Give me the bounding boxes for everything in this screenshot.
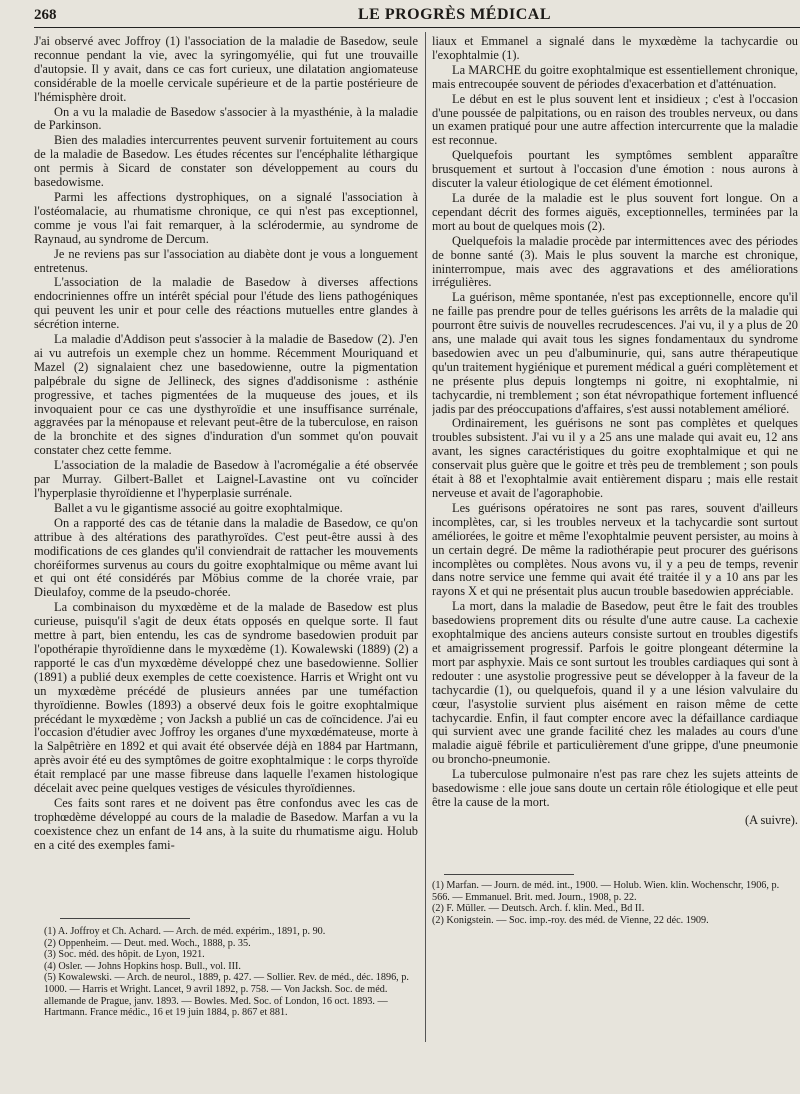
paragraph: Ces faits sont rares et ne doivent pas être confondus avec les cas de trophœdème développé au cours de la maladie de Basedow. Marfan a vu la coexistence chez un enfant de 14 ans, à la suite du rhumatisme aigu. Holub en a cité des exemples fami- — [34, 795, 418, 852]
paragraph: La guérison, même spontanée, n'est pas exceptionnelle, encore qu'il ne faille pas prendre pour de telles guérisons les arrêts de la maladie qui pourront être suivis de nouvelles recrudescences. J'ai vu, il y a plus de 20 ans, une malade qui avait tous les signes fondamentaux du syndrome basedowien avec un peu d'albuminurie, qui, sans autre thérapeutique qu'un traitement hygiénique et purement médical a guéri complètement et ne présente plus depuis longtemps ni goitre, ni exophtalmie, ni tachycardie, ni tremblement ; son état névropathique fortement influencé jadis par des préoccupations d'affaires, s'est aussi notablement amélioré. — [432, 290, 798, 416]
footnote: (1) A. Joffroy et Ch. Achard. — Arch. de méd. expérim., 1891, p. 90. — [44, 926, 326, 937]
paragraph: La combinaison du myxœdème et de la malade de Basedow est plus curieuse, puisqu'il s'agit de deux états opposés en quelque sorte. Il faut mettre à part, bien entendu, les cas de syndrome basedowien produit par l'opothérapie thyroïdienne dans le myxœdème (1). Kowalewski (1889) (2) a rapporté le cas d'un myxœdème développé chez une basedowienne. Sollier (1891) a publié deux exemples de cette coexistence. Harris et Wright ont vu un myxœdème précédé de plusieurs années par une tuméfaction thyroïdienne. Bowles (1893) a observé deux fois le goitre exophtalmique précédant le myxœdème ; von Jacksh a publié un cas de coïncidence. J'ai eu l'occasion d'étudier avec Joffroy les organes d'une myxœdémateuse, morte à la Salpêtrière en 1892 et qui avait été observée déjà en 1884 par Hartmann, après avoir été eu des symptômes de goitre exophtalmique : le corps thyroïde était remplacé par une masse fibreuse dans laquelle l'examen histologique décelait avec peine quelques vestiges de vésicules thyroïdiennes. — [34, 600, 418, 796]
footnote-rule-right — [444, 874, 574, 875]
footnote-rule-left — [60, 918, 190, 919]
footnote: (2) Oppenheim. — Deut. med. Woch., 1888, p. 35. — [44, 937, 251, 949]
paragraph: Quelquefois pourtant les symptômes semblent apparaître brusquement et surtout à l'occasion d'une émotion : nous aurons à discuter la valeur étiologique de cet élément émotionnel. — [432, 148, 798, 191]
column-divider — [425, 32, 426, 1042]
footnotes-left — [44, 926, 416, 1086]
footnotes-right — [432, 880, 798, 940]
left-column — [34, 35, 418, 915]
header-rule — [34, 27, 800, 28]
paragraph: La maladie d'Addison peut s'associer à la maladie de Basedow (2). J'en ai vu autrefois un exemple chez un homme. Récemment Mouriquand et Mazel (2) signalaient chez une basedowienne, outre la pigmentation palpébrale du signe de Jellineck, des signes d'addisonisme : asthénie progressive, et taches pigmentées de la muqueuse des joues, et ils invoquaient pour ce cas une dysthyroïdie et une insuffisance surrénale, aggravées par la ménopause et relevant peut-être de la tuberculose, en raison de la bronchite et des signes d'induration d'un sommet qu'on pouvait constater chez cette femme. — [34, 332, 418, 458]
to-be-continued: (A suivre). — [745, 812, 798, 827]
running-title: LE PROGRÈS MÉDICAL — [358, 6, 552, 23]
paragraph: La MARCHE du goitre exophtalmique est essentiellement chronique, mais entrecoupée souvent de périodes d'exacerbation et d'atténuation. — [432, 62, 798, 91]
paragraph: Les guérisons opératoires ne sont pas rares, souvent d'ailleurs incomplètes, car, si les troubles nerveux et la tachycardie sont surtout améliorées, le goitre et même l'exophtalmie peuvent persister, au moins à un certain degré. De même la radiothérapie peut procurer des guérisons incomplètes ou complètes. Nous avons vu, il y a peu de temps, revenir dans notre service une femme qui avait été traitée il y a 10 ans par les rayons X et qui ne présentait plus aucun trouble basedowien appréciable. — [432, 500, 798, 599]
footnote: (2) F. Müller. — Deutsch. Arch. f. klin. Med., Bd II. — [432, 903, 645, 915]
right-column — [432, 35, 798, 865]
paragraph: On a rapporté des cas de tétanie dans la maladie de Basedow, ce qu'on attribue à des altérations des parathyroïdes. C'est peut-être aussi à des modifications de ces glandes qu'il conviendrait de rattacher les mouvements choréiformes survenus au cours du goitre exophtalmique ou même avant lui et qui ont été considérés par Möbius comme de la chorée vraie, par Dieulafoy, comme de la pseudo-chorée. — [34, 515, 418, 600]
paragraph: J'ai observé avec Joffroy (1) l'association de la maladie de Basedow, seule reconnue pendant la vie, avec la syringomyélie, qui fut une trouvaille d'autopsie. Il y avait, dans ce cas fort curieux, une dilatation angiomateuse considérable de la moelle cervicale supérieure et de la partie postérieure de l'hémisphère droit. — [34, 35, 418, 104]
paragraph: Ballet a vu le gigantisme associé au goitre exophtalmique. — [54, 500, 343, 515]
footnote: (5) Kowalewski. — Arch. de neurol., 1889, p. 427. — Sollier. Rev. de méd., déc. 1896, p. 1000. — Harris et Wright. Lancet, 9 avril 1892, p. 758. — Von Jacksh. Soc. de méd. allemande de Prague, janv. 1893. — Bowles. Med. Soc. of London, 16 oct. 1893. — Hartmann. France médic., 16 et 19 juin 1884, p. 867 et 881. — [44, 972, 409, 1019]
paragraph: On a vu la maladie de Basedow s'associer à la myasthénie, à la maladie de Parkinson. — [34, 104, 418, 133]
paragraph: Ordinairement, les guérisons ne sont pas complètes et quelques troubles subsistent. J'ai vu il y a 25 ans une malade qui avait eu, 12 ans avant, les signes caractéristiques du goitre exophtalmique et qui ne conservait plus guère que le goitre et très peu de tremblement ; son pouls était à 88 et l'exophtalmie avait entièrement disparu ; mais elle restait nerveuse et avait de l'agoraphobie. — [432, 416, 798, 500]
paragraph: L'association de la maladie de Basedow à l'acromégalie a été observée par Murray. Gilbert-Ballet et Laignel-Lavastine ont vu coïncider l'hyperplasie thyroïdienne et l'hyperplasie surrénale. — [34, 458, 418, 500]
page-number: 268 — [34, 7, 57, 23]
paragraph: Parmi les affections dystrophiques, on a signalé l'association à l'ostéomalacie, au rhumatisme chronique, ce qui n'est pas exceptionnel, comme je vous l'ai fait remarquer, à la sclérodermie, au syndrome de Raynaud, au syndrome de Dercum. — [34, 189, 418, 246]
paragraph: liaux et Emmanel a signalé dans le myxœdème la tachycardie ou l'exophtalmie (1). — [432, 35, 798, 62]
footnote: (2) Konigstein. — Soc. imp.-roy. des méd. de Vienne, 22 déc. 1909. — [432, 914, 709, 926]
paragraph: La tuberculose pulmonaire n'est pas rare chez les sujets atteints de basedowisme : elle joue sans doute un certain rôle étiologique et elle peut être la cause de la mort. — [432, 767, 798, 809]
paragraph: Quelquefois la maladie procède par intermittences avec des périodes de bonne santé (3). Mais le plus souvent la marche est chronique, ininterrompue, mais avec des aggravations et des améliorations irrégulières. — [432, 233, 798, 290]
paragraph: La durée de la maladie est le plus souvent fort longue. On a cependant décrit des formes aiguës, exceptionnelles, terminées par la mort au bout de quelques mois (2). — [432, 190, 798, 233]
page-header — [34, 3, 800, 29]
paragraph: Le début en est le plus souvent lent et insidieux ; c'est à l'occasion d'une poussée de palpitations, ou en raison des troubles nerveux, ou dans un examen pratiqué pour une autre affection intercurrente que la maladie est reconnue. — [432, 91, 798, 148]
footnote: (1) Marfan. — Journ. de méd. int., 1900. — Holub. Wien. klin. Wochenschr, 1906, p. 566. — Emmanuel. Brit. med. Journ., 1908, p. 22. — [432, 880, 780, 903]
paragraph: Bien des maladies intercurrentes peuvent survenir fortuitement au cours de la maladie de Basedow. Les études récentes sur l'encéphalite léthargique ont permis à Sicard de constater son développement au cours du basedowisme. — [34, 133, 418, 190]
paragraph: L'association de la maladie de Basedow à diverses affections endocriniennes offre un intérêt spécial pour l'étude des liens pathogéniques qui peuvent les unir et pour celle des réactions mutuelles entre glandes à sécrétion interne. — [34, 275, 418, 332]
footnote: (3) Soc. méd. des hôpit. de Lyon, 1921. — [44, 949, 205, 961]
footnote: (4) Osler. — Johns Hopkins hosp. Bull., vol. III. — [44, 960, 241, 972]
paragraph: La mort, dans la maladie de Basedow, peut être le fait des troubles basedowiens proprement dits ou résulte d'une autre cause. La cachexie exophtalmique des anciens auteurs consiste surtout en troubles digestifs et amaigrissement progressif. Parfois le goitre plongeant détermine la mort par asphyxie. Mais ce sont surtout les troubles cardiaques qui sont à redouter : une asystolie progressive peut se développer à la faveur de la tachycardie (1), ou quelquefois, quand il y a une lésion valvulaire du cœur, l'asystolie survient plus aisément en raison même de cette tachycardie. Enfin, il faut compter encore avec la défaillance cardiaque qui survient avec une grande facilité chez les malades au cours d'une maladie aiguë fébrile et particulièrement d'une grippe, d'une pneumonie ou broncho-pneumonie. — [432, 599, 798, 767]
paragraph: Je ne reviens pas sur l'association au diabète dont je vous a longuement entretenus. — [34, 246, 418, 275]
